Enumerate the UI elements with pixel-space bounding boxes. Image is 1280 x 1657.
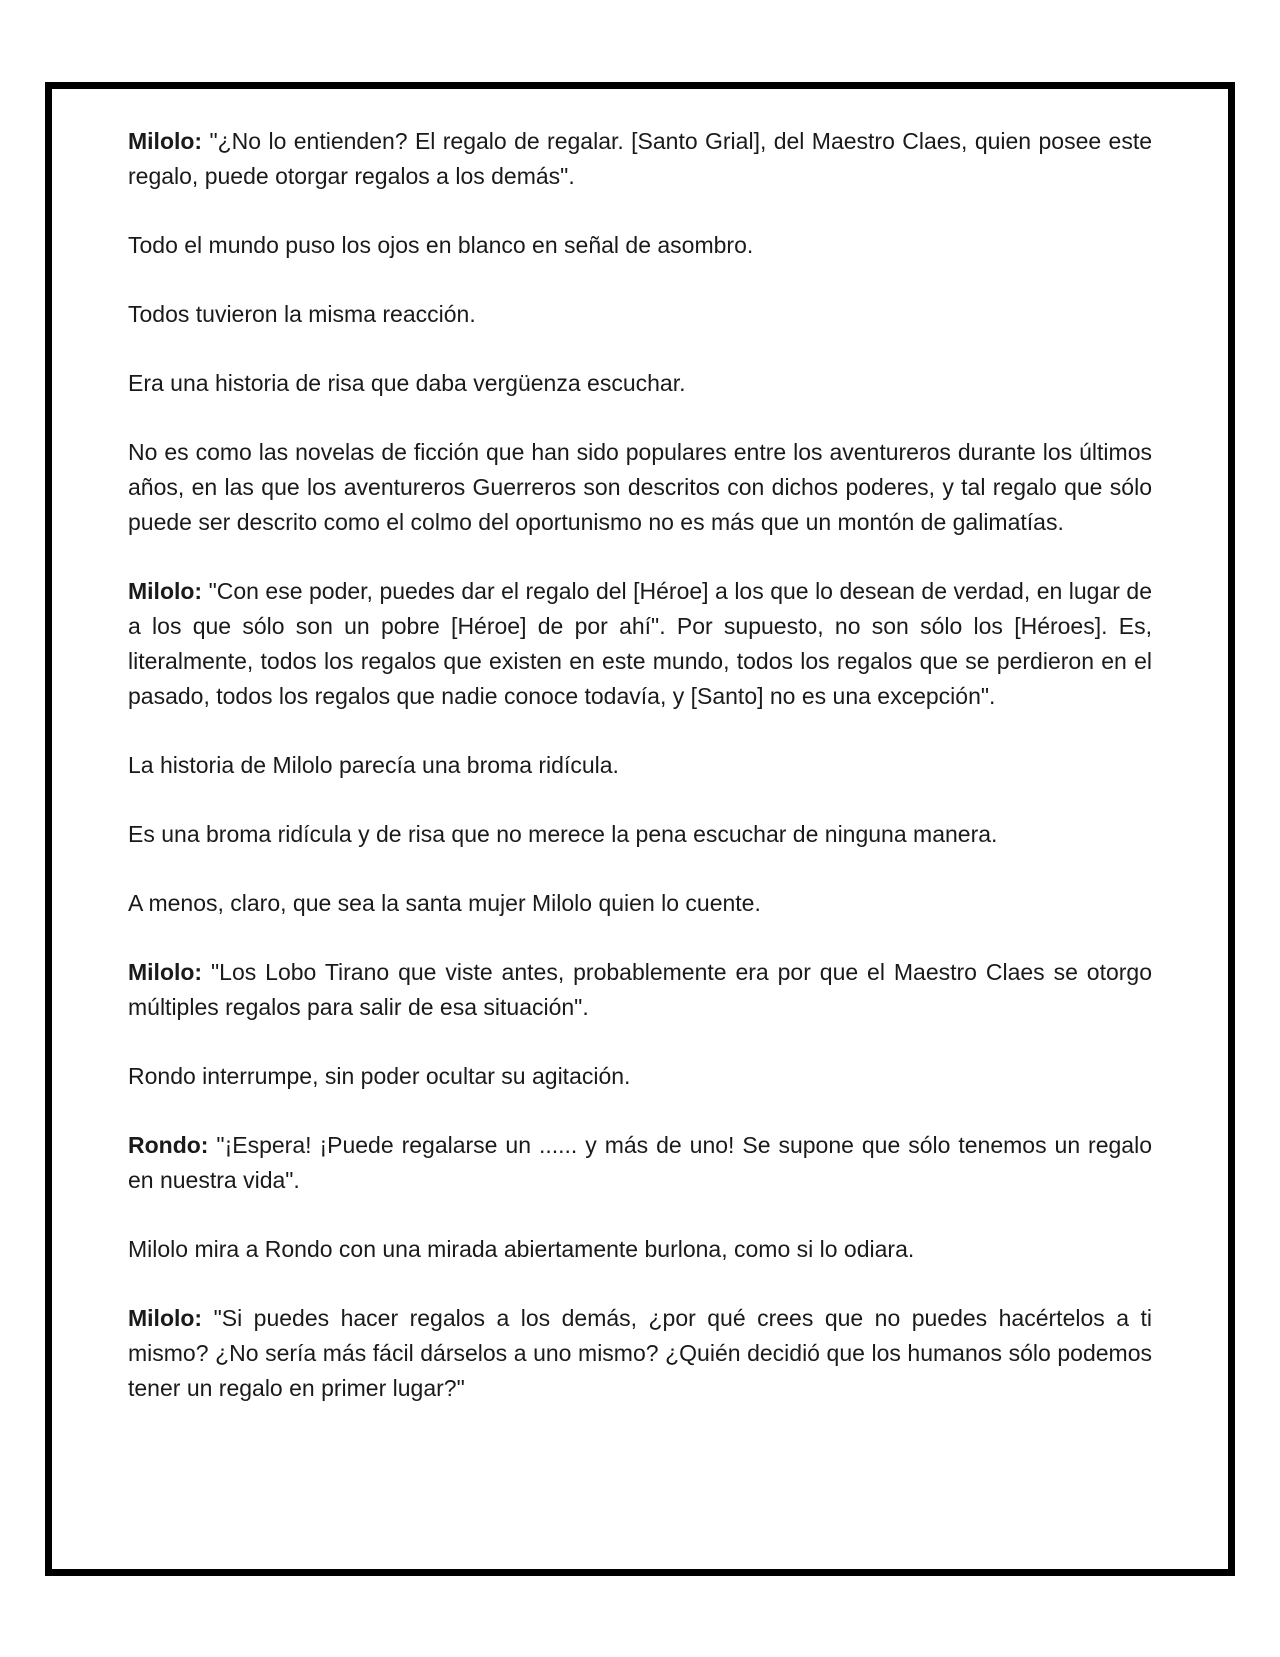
paragraph-text: "Con ese poder, puedes dar el regalo del [Héroe] a los que lo desean de verdad, en lugar de a los que sólo son un pobre [Héroe] de por ahí". Por supuesto, no son sólo los [Héroes]. Es, literalmente, todos los regalos que existen en este mundo, todos los regalos que se perdieron en el pasado, todos los regalos que nadie conoce todavía, y [Santo] no es una excepción". <box>128 578 1152 709</box>
paragraph-text: Todos tuvieron la misma reacción. <box>128 301 476 327</box>
paragraph-2 <box>128 228 1152 263</box>
paragraph-text: La historia de Milolo parecía una broma ridícula. <box>128 752 619 778</box>
paragraph-text: Era una historia de risa que daba vergüenza escuchar. <box>128 370 686 396</box>
paragraph-text: No es como las novelas de ficción que han sido populares entre los aventureros durante los últimos años, en las que los aventureros Guerreros son descritos con dichos poderes, y tal regalo que sólo puede ser descrito como el colmo del oportunismo no es más que un montón de galimatías. <box>128 439 1152 535</box>
paragraph-12 <box>128 1128 1152 1198</box>
paragraph-text: Rondo interrumpe, sin poder ocultar su agitación. <box>128 1063 631 1089</box>
paragraph-13 <box>128 1232 1152 1267</box>
paragraph-3 <box>128 297 1152 332</box>
paragraph-text: "¿No lo entienden? El regalo de regalar. [Santo Grial], del Maestro Claes, quien posee este regalo, puede otorgar regalos a los demás". <box>128 128 1152 189</box>
paragraph-text: "¡Espera! ¡Puede regalarse un ...... y más de uno! Se supone que sólo tenemos un regalo en nuestra vida". <box>128 1132 1152 1193</box>
paragraph-text: Milolo mira a Rondo con una mirada abiertamente burlona, como si lo odiara. <box>128 1236 915 1262</box>
paragraph-8 <box>128 817 1152 852</box>
paragraph-14 <box>128 1301 1152 1406</box>
speaker-name: Milolo: <box>128 578 203 604</box>
paragraph-text: "Si puedes hacer regalos a los demás, ¿por qué crees que no puedes hacértelos a ti mismo? ¿No sería más fácil dárselos a uno mismo? ¿Quién decidió que los humanos sólo podemos tener un regalo en primer lugar?" <box>128 1305 1152 1401</box>
paragraph-9 <box>128 886 1152 921</box>
paragraph-5 <box>128 435 1152 540</box>
paragraph-text: "Los Lobo Tirano que viste antes, probablemente era por que el Maestro Claes se otorgo múltiples regalos para salir de esa situación". <box>128 959 1152 1020</box>
paragraph-11 <box>128 1059 1152 1094</box>
paragraph-10 <box>128 955 1152 1025</box>
paragraph-4 <box>128 366 1152 401</box>
speaker-name: Rondo: <box>128 1132 209 1158</box>
paragraph-text: Es una broma ridícula y de risa que no merece la pena escuchar de ninguna manera. <box>128 821 998 847</box>
paragraph-text: Todo el mundo puso los ojos en blanco en señal de asombro. <box>128 232 754 258</box>
paragraph-7 <box>128 748 1152 783</box>
paragraph-6 <box>128 574 1152 714</box>
speaker-name: Milolo: <box>128 959 203 985</box>
speaker-name: Milolo: <box>128 128 203 154</box>
document-body <box>128 124 1152 1440</box>
paragraph-text: A menos, claro, que sea la santa mujer Milolo quien lo cuente. <box>128 890 761 916</box>
paragraph-1 <box>128 124 1152 194</box>
speaker-name: Milolo: <box>128 1305 203 1331</box>
